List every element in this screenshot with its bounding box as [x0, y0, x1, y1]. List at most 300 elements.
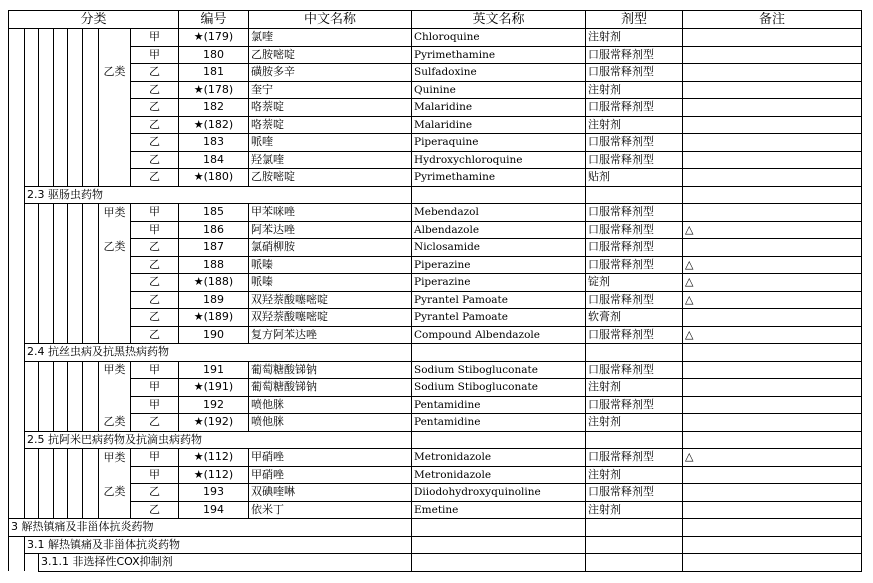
indent-cell: [9, 291, 25, 309]
header-code: 编号: [179, 11, 249, 29]
grade-cell: 乙: [131, 291, 179, 309]
indent-cell: [68, 449, 83, 467]
form-cell: 口服常释剂型: [586, 99, 683, 117]
group-cell: 乙类: [99, 64, 131, 82]
en-name-cell: Emetine: [412, 501, 586, 519]
indent-cell: [68, 116, 83, 134]
section-title: 2.5 抗阿米巴病药物及抗滴虫病药物: [25, 431, 412, 449]
group-cell: [99, 221, 131, 239]
indent-cell: [39, 169, 54, 187]
indent-cell: [68, 151, 83, 169]
cn-name-cell: 乙胺嘧啶: [249, 46, 412, 64]
indent-cell: [83, 169, 99, 187]
code-cell: 190: [179, 326, 249, 344]
en-name-cell: Pentamidine: [412, 414, 586, 432]
indent-cell: [54, 449, 68, 467]
indent-cell: [25, 204, 39, 222]
cn-name-cell: 咯萘啶: [249, 99, 412, 117]
indent-cell: [25, 81, 39, 99]
indent-cell: [54, 239, 68, 257]
cn-name-cell: 甲硝唑: [249, 466, 412, 484]
en-name-cell: Mebendazol: [412, 204, 586, 222]
code-cell: ★(179): [179, 29, 249, 47]
note-cell: △: [683, 291, 862, 309]
section-row: [9, 431, 862, 449]
indent-cell: [68, 169, 83, 187]
indent-cell: [9, 116, 25, 134]
code-cell: ★(191): [179, 379, 249, 397]
indent-cell: [68, 29, 83, 47]
indent-cell: [83, 501, 99, 519]
indent-cell: [39, 204, 54, 222]
indent-cell: [39, 239, 54, 257]
code-cell: 182: [179, 99, 249, 117]
indent-cell: [68, 309, 83, 327]
table-row: [9, 169, 862, 187]
note-cell: [683, 379, 862, 397]
grade-cell: 乙: [131, 239, 179, 257]
code-cell: ★(189): [179, 309, 249, 327]
group-cell: 甲类: [99, 361, 131, 379]
indent-cell: [25, 134, 39, 152]
form-cell: 注射剂: [586, 466, 683, 484]
en-name-cell: Sodium Stibogluconate: [412, 379, 586, 397]
cn-name-cell: 喷他脒: [249, 414, 412, 432]
group-cell: [99, 99, 131, 117]
code-cell: [412, 431, 586, 449]
code-cell: 189: [179, 291, 249, 309]
form-cell: 贴剂: [586, 169, 683, 187]
grade-cell: 乙: [131, 116, 179, 134]
form-cell: [586, 554, 683, 572]
indent-cell: [68, 256, 83, 274]
note-cell: [683, 309, 862, 327]
group-cell: [99, 134, 131, 152]
group-cell: [99, 396, 131, 414]
indent-cell: [9, 169, 25, 187]
note-cell: [683, 396, 862, 414]
indent-cell: [9, 239, 25, 257]
cn-name-cell: 哌嗪: [249, 256, 412, 274]
grade-cell: 甲: [131, 396, 179, 414]
indent-cell: [39, 81, 54, 99]
indent-cell: [25, 466, 39, 484]
indent-cell: [39, 116, 54, 134]
table-row: [9, 396, 862, 414]
indent-cell: [68, 396, 83, 414]
indent-cell: [83, 396, 99, 414]
table-row: [9, 326, 862, 344]
indent-cell: [54, 134, 68, 152]
table-row: [9, 46, 862, 64]
indent-cell: [25, 484, 39, 502]
group-cell: [99, 309, 131, 327]
grade-cell: 乙: [131, 256, 179, 274]
indent-cell: [39, 291, 54, 309]
indent-cell: [39, 484, 54, 502]
form-cell: 口服常释剂型: [586, 64, 683, 82]
indent-cell: [83, 204, 99, 222]
section-title: 3.1.1 非选择性COX抑制剂: [39, 554, 412, 572]
indent-cell: [9, 221, 25, 239]
indent-cell: [83, 449, 99, 467]
form-cell: 口服常释剂型: [586, 291, 683, 309]
form-cell: 口服常释剂型: [586, 46, 683, 64]
grade-cell: 甲: [131, 379, 179, 397]
indent-cell: [39, 326, 54, 344]
indent-cell: [39, 99, 54, 117]
indent-cell: [68, 291, 83, 309]
en-name-cell: Diiodohydroxyquinoline: [412, 484, 586, 502]
indent-cell: [54, 221, 68, 239]
indent-cell: [54, 501, 68, 519]
code-cell: 186: [179, 221, 249, 239]
indent-cell: [9, 344, 25, 362]
indent-cell: [25, 291, 39, 309]
note-cell: [683, 134, 862, 152]
code-cell: 192: [179, 396, 249, 414]
grade-cell: 乙: [131, 326, 179, 344]
indent-cell: [54, 81, 68, 99]
indent-cell: [83, 99, 99, 117]
table-row: [9, 449, 862, 467]
indent-cell: [39, 361, 54, 379]
indent-cell: [9, 414, 25, 432]
indent-cell: [68, 361, 83, 379]
indent-cell: [83, 29, 99, 47]
table-row: [9, 64, 862, 82]
grade-cell: 乙: [131, 414, 179, 432]
table-row: [9, 239, 862, 257]
indent-cell: [39, 29, 54, 47]
indent-cell: [54, 256, 68, 274]
grade-cell: 乙: [131, 274, 179, 292]
note-cell: [683, 361, 862, 379]
table-row: [9, 204, 862, 222]
indent-cell: [9, 204, 25, 222]
indent-cell: [9, 274, 25, 292]
group-cell: 乙类: [99, 414, 131, 432]
code-cell: 187: [179, 239, 249, 257]
indent-cell: [9, 536, 25, 554]
code-cell: ★(178): [179, 81, 249, 99]
indent-cell: [54, 361, 68, 379]
indent-cell: [54, 484, 68, 502]
indent-cell: [25, 396, 39, 414]
group-cell: [99, 169, 131, 187]
en-name-cell: Quinine: [412, 81, 586, 99]
indent-cell: [54, 99, 68, 117]
grade-cell: 乙: [131, 81, 179, 99]
table-row: [9, 221, 862, 239]
indent-cell: [25, 501, 39, 519]
indent-cell: [68, 46, 83, 64]
indent-cell: [83, 46, 99, 64]
indent-cell: [25, 151, 39, 169]
indent-cell: [9, 256, 25, 274]
indent-cell: [54, 396, 68, 414]
grade-cell: 甲: [131, 204, 179, 222]
note-cell: [683, 519, 862, 537]
indent-cell: [68, 274, 83, 292]
code-cell: 185: [179, 204, 249, 222]
form-cell: [586, 536, 683, 554]
indent-cell: [54, 309, 68, 327]
indent-cell: [39, 221, 54, 239]
code-cell: 193: [179, 484, 249, 502]
indent-cell: [9, 361, 25, 379]
grade-cell: 甲: [131, 361, 179, 379]
indent-cell: [54, 169, 68, 187]
note-cell: [683, 501, 862, 519]
code-cell: 181: [179, 64, 249, 82]
en-name-cell: Metronidazole: [412, 466, 586, 484]
en-name-cell: Pyrantel Pamoate: [412, 309, 586, 327]
indent-cell: [9, 81, 25, 99]
note-cell: [683, 536, 862, 554]
group-cell: [99, 466, 131, 484]
note-cell: △: [683, 274, 862, 292]
grade-cell: 乙: [131, 484, 179, 502]
group-cell: [99, 326, 131, 344]
indent-cell: [54, 379, 68, 397]
indent-cell: [9, 396, 25, 414]
table-row: [9, 151, 862, 169]
indent-cell: [54, 204, 68, 222]
indent-cell: [25, 554, 39, 572]
group-cell: [99, 151, 131, 169]
indent-cell: [39, 449, 54, 467]
table-row: [9, 99, 862, 117]
indent-cell: [25, 326, 39, 344]
cn-name-cell: 咯萘啶: [249, 116, 412, 134]
grade-cell: 乙: [131, 169, 179, 187]
indent-cell: [54, 64, 68, 82]
indent-cell: [9, 466, 25, 484]
note-cell: △: [683, 256, 862, 274]
en-name-cell: Pyrantel Pamoate: [412, 291, 586, 309]
section-row: [9, 186, 862, 204]
cn-name-cell: 双碘喹啉: [249, 484, 412, 502]
note-cell: △: [683, 326, 862, 344]
note-cell: [683, 46, 862, 64]
table-row: [9, 379, 862, 397]
indent-cell: [9, 379, 25, 397]
header-row: [9, 11, 862, 29]
indent-cell: [39, 396, 54, 414]
indent-cell: [39, 414, 54, 432]
indent-cell: [83, 221, 99, 239]
indent-cell: [83, 414, 99, 432]
section-row: [9, 536, 862, 554]
en-name-cell: Piperaquine: [412, 134, 586, 152]
form-cell: 软膏剂: [586, 309, 683, 327]
indent-cell: [25, 274, 39, 292]
indent-cell: [25, 239, 39, 257]
code-cell: ★(112): [179, 449, 249, 467]
form-cell: 注射剂: [586, 501, 683, 519]
indent-cell: [25, 116, 39, 134]
indent-cell: [25, 169, 39, 187]
indent-cell: [83, 326, 99, 344]
en-name-cell: Sodium Stibogluconate: [412, 361, 586, 379]
group-cell: [99, 291, 131, 309]
table-row: [9, 484, 862, 502]
cn-name-cell: 甲苯咪唑: [249, 204, 412, 222]
cn-name-cell: 葡萄糖酸锑钠: [249, 379, 412, 397]
grade-cell: 乙: [131, 64, 179, 82]
cn-name-cell: 依米丁: [249, 501, 412, 519]
indent-cell: [68, 484, 83, 502]
indent-cell: [68, 64, 83, 82]
note-cell: [683, 116, 862, 134]
grade-cell: 甲: [131, 221, 179, 239]
group-cell: 甲类: [99, 449, 131, 467]
code-cell: ★(188): [179, 274, 249, 292]
indent-cell: [68, 81, 83, 99]
indent-cell: [83, 239, 99, 257]
table-row: [9, 501, 862, 519]
form-cell: 注射剂: [586, 414, 683, 432]
group-cell: [99, 116, 131, 134]
indent-cell: [68, 501, 83, 519]
cn-name-cell: 磺胺多辛: [249, 64, 412, 82]
cn-name-cell: 双羟萘酸噻嘧啶: [249, 291, 412, 309]
en-name-cell: Pentamidine: [412, 396, 586, 414]
indent-cell: [9, 326, 25, 344]
en-name-cell: Compound Albendazole: [412, 326, 586, 344]
header-category: 分类: [9, 11, 179, 29]
indent-cell: [83, 379, 99, 397]
grade-cell: 甲: [131, 29, 179, 47]
indent-cell: [39, 379, 54, 397]
form-cell: [586, 344, 683, 362]
cn-name-cell: 复方阿苯达唑: [249, 326, 412, 344]
note-cell: [683, 186, 862, 204]
grade-cell: 乙: [131, 134, 179, 152]
indent-cell: [68, 414, 83, 432]
header-form: 剂型: [586, 11, 683, 29]
cn-name-cell: 喷他脒: [249, 396, 412, 414]
group-cell: 乙类: [99, 484, 131, 502]
form-cell: 口服常释剂型: [586, 484, 683, 502]
indent-cell: [9, 64, 25, 82]
cn-name-cell: 葡萄糖酸锑钠: [249, 361, 412, 379]
note-cell: [683, 169, 862, 187]
form-cell: 口服常释剂型: [586, 326, 683, 344]
note-cell: [683, 431, 862, 449]
indent-cell: [25, 379, 39, 397]
en-name-cell: Piperazine: [412, 274, 586, 292]
en-name-cell: Malaridine: [412, 99, 586, 117]
group-cell: [99, 29, 131, 47]
indent-cell: [39, 274, 54, 292]
code-cell: 191: [179, 361, 249, 379]
en-name-cell: Chloroquine: [412, 29, 586, 47]
indent-cell: [54, 46, 68, 64]
note-cell: [683, 204, 862, 222]
note-cell: [683, 29, 862, 47]
indent-cell: [83, 256, 99, 274]
note-cell: [683, 239, 862, 257]
grade-cell: 乙: [131, 99, 179, 117]
note-cell: [683, 344, 862, 362]
note-cell: △: [683, 449, 862, 467]
form-cell: 口服常释剂型: [586, 134, 683, 152]
code-cell: 188: [179, 256, 249, 274]
code-cell: ★(180): [179, 169, 249, 187]
en-name-cell: Malaridine: [412, 116, 586, 134]
table-row: [9, 29, 862, 47]
cn-name-cell: 氯喹: [249, 29, 412, 47]
indent-cell: [83, 274, 99, 292]
form-cell: 注射剂: [586, 81, 683, 99]
indent-cell: [54, 326, 68, 344]
group-cell: [99, 274, 131, 292]
indent-cell: [83, 81, 99, 99]
grade-cell: 乙: [131, 151, 179, 169]
group-cell: [99, 81, 131, 99]
code-cell: [412, 519, 586, 537]
note-cell: [683, 414, 862, 432]
indent-cell: [25, 64, 39, 82]
indent-cell: [54, 151, 68, 169]
indent-cell: [54, 414, 68, 432]
indent-cell: [83, 484, 99, 502]
form-cell: 口服常释剂型: [586, 256, 683, 274]
table-row: [9, 361, 862, 379]
group-cell: [99, 379, 131, 397]
en-name-cell: Metronidazole: [412, 449, 586, 467]
indent-cell: [83, 151, 99, 169]
indent-cell: [9, 186, 25, 204]
en-name-cell: Piperazine: [412, 256, 586, 274]
en-name-cell: Niclosamide: [412, 239, 586, 257]
indent-cell: [68, 134, 83, 152]
en-name-cell: Albendazole: [412, 221, 586, 239]
indent-cell: [9, 46, 25, 64]
code-cell: ★(192): [179, 414, 249, 432]
form-cell: [586, 519, 683, 537]
form-cell: 注射剂: [586, 379, 683, 397]
indent-cell: [9, 554, 25, 572]
indent-cell: [68, 239, 83, 257]
section-title: 2.3 驱肠虫药物: [25, 186, 412, 204]
cn-name-cell: 乙胺嘧啶: [249, 169, 412, 187]
en-name-cell: Hydroxychloroquine: [412, 151, 586, 169]
en-name-cell: Pyrimethamine: [412, 46, 586, 64]
cn-name-cell: 甲硝唑: [249, 449, 412, 467]
form-cell: 口服常释剂型: [586, 396, 683, 414]
grade-cell: 乙: [131, 501, 179, 519]
group-cell: [99, 256, 131, 274]
indent-cell: [68, 466, 83, 484]
indent-cell: [68, 99, 83, 117]
table-row: [9, 134, 862, 152]
form-cell: 口服常释剂型: [586, 204, 683, 222]
grade-cell: 乙: [131, 309, 179, 327]
cn-name-cell: 双羟萘酸噻嘧啶: [249, 309, 412, 327]
indent-cell: [68, 326, 83, 344]
indent-cell: [39, 256, 54, 274]
indent-cell: [83, 291, 99, 309]
indent-cell: [39, 46, 54, 64]
note-cell: [683, 99, 862, 117]
note-cell: [683, 151, 862, 169]
table-row: [9, 466, 862, 484]
cn-name-cell: 阿苯达唑: [249, 221, 412, 239]
form-cell: [586, 431, 683, 449]
